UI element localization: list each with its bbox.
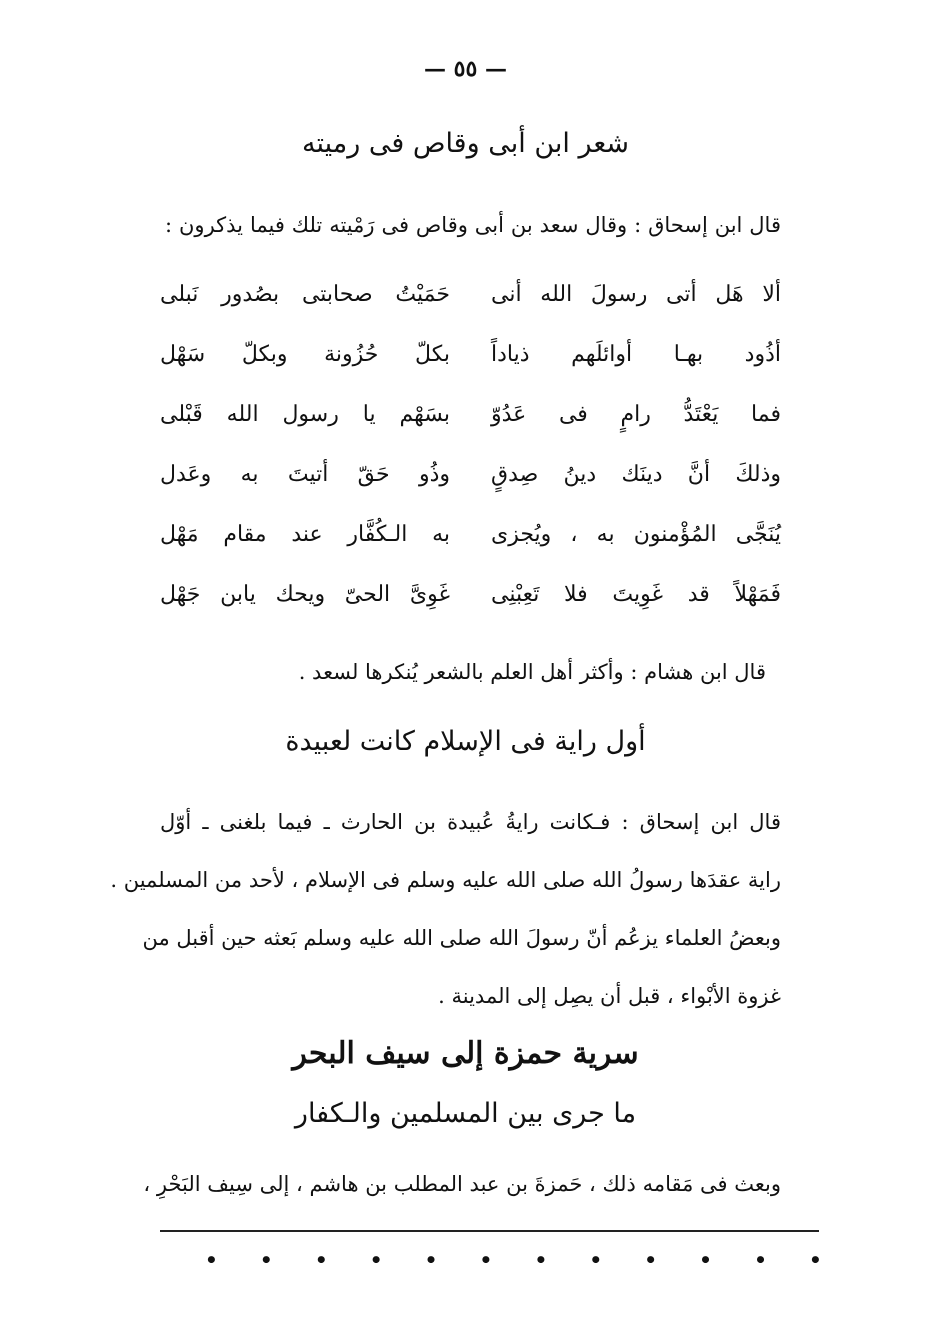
- verse-first-hemistich: فما يَعْتَدُّ رامٍ فى عَدُوّ: [491, 402, 781, 427]
- verse-line: [160, 342, 781, 382]
- verse-second-hemistich: بسَهْم يا رسول الله قَبْلى: [160, 402, 450, 427]
- paragraph-line: راية عقدَها رسولُ الله صلى الله عليه وسلم فى الإسلام ، لأحد من المسلمين .: [110, 868, 781, 892]
- poem-intro: قال ابن إسحاق : وقال سعد بن أبى وقاص فى رَمْيته تلك فيما يذكرون :: [165, 213, 781, 237]
- footer-dot: •: [534, 1248, 548, 1272]
- verse-line: [160, 522, 781, 562]
- verse-line: [160, 282, 781, 322]
- paragraph-line: وبعضُ العلماء يزعُم أنّ رسولَ الله صلى الله عليه وسلم بَعثه حين أقبل من: [142, 926, 781, 950]
- verse-line: [160, 402, 781, 442]
- verse-first-hemistich: أذُود بهـا أوائلَهم ذياداً: [491, 342, 781, 367]
- footer-dot: •: [589, 1248, 603, 1272]
- footer-dot: •: [259, 1248, 273, 1272]
- section-title-hamza-expedition: سرية حمزة إلى سيف البحر: [292, 1036, 639, 1071]
- verse-first-hemistich: فَمَهْلاً قد غَوِيتَ فلا تَعِبْنِى: [491, 582, 781, 607]
- verse-first-hemistich: ألا هَل أتى رسولَ الله أنى: [491, 282, 781, 307]
- paragraph-line: غزوة الأبْواء ، قبل أن يصِل إلى المدينة .: [438, 984, 781, 1008]
- footer-dot: •: [644, 1248, 658, 1272]
- verse-line: [160, 582, 781, 622]
- verse-line: [160, 462, 781, 502]
- section-title-saad-poem: شعر ابن أبى وقاص فى رميته: [301, 128, 630, 159]
- footer-dot: •: [479, 1248, 493, 1272]
- verse-second-hemistich: به الـكُفَّار عند مقام مَهْل: [160, 522, 450, 547]
- footer-dot: •: [314, 1248, 328, 1272]
- footer-dot: •: [699, 1248, 712, 1272]
- verse-first-hemistich: وذلكَ أنَّ دينَك دينُ صِدقٍ: [491, 462, 781, 487]
- paragraph-line: وبعث فى مَقامه ذلك ، حَمزةَ بن عبد المطلب بن هاشم ، إلى سِيف البَحْرِ ،: [143, 1172, 781, 1196]
- page-number: — ٥٥ —: [424, 56, 507, 82]
- footer-rule: [160, 1230, 819, 1232]
- verse-second-hemistich: حَمَيْتُ صحابتى بصُدور نَبلى: [160, 282, 450, 307]
- footer-dot: •: [754, 1248, 767, 1272]
- ibn-hisham-note: قال ابن هشام : وأكثر أهل العلم بالشعر يُنكرها لسعد .: [298, 660, 766, 684]
- verse-second-hemistich: وذُو حَقّ أتيتَ به وعَدل: [160, 462, 450, 487]
- footer-dot: •: [424, 1248, 438, 1272]
- verse-second-hemistich: غَوِىَّ الحىّ ويحك يابن جَهْل: [160, 582, 450, 607]
- footer-dots: [205, 1248, 822, 1272]
- verse-first-hemistich: يُنَجَّى المُؤْمنون به ، ويُجزى: [491, 522, 781, 547]
- verse-second-hemistich: بكلّ حُزُونة وبكلّ سَهْل: [160, 342, 450, 367]
- paragraph-line: قال ابن إسحاق : فـكانت رايةُ عُبيدة بن الحارث ـ فيما بلغنى ـ أوّل: [160, 810, 781, 834]
- section-subtitle: ما جرى بين المسلمين والـكفار: [294, 1098, 637, 1129]
- footer-dot: •: [205, 1248, 218, 1272]
- section-title-first-banner: أول راية فى الإسلام كانت لعبيدة: [285, 726, 646, 757]
- footer-dot: •: [808, 1248, 822, 1272]
- footer-dot: •: [369, 1248, 383, 1272]
